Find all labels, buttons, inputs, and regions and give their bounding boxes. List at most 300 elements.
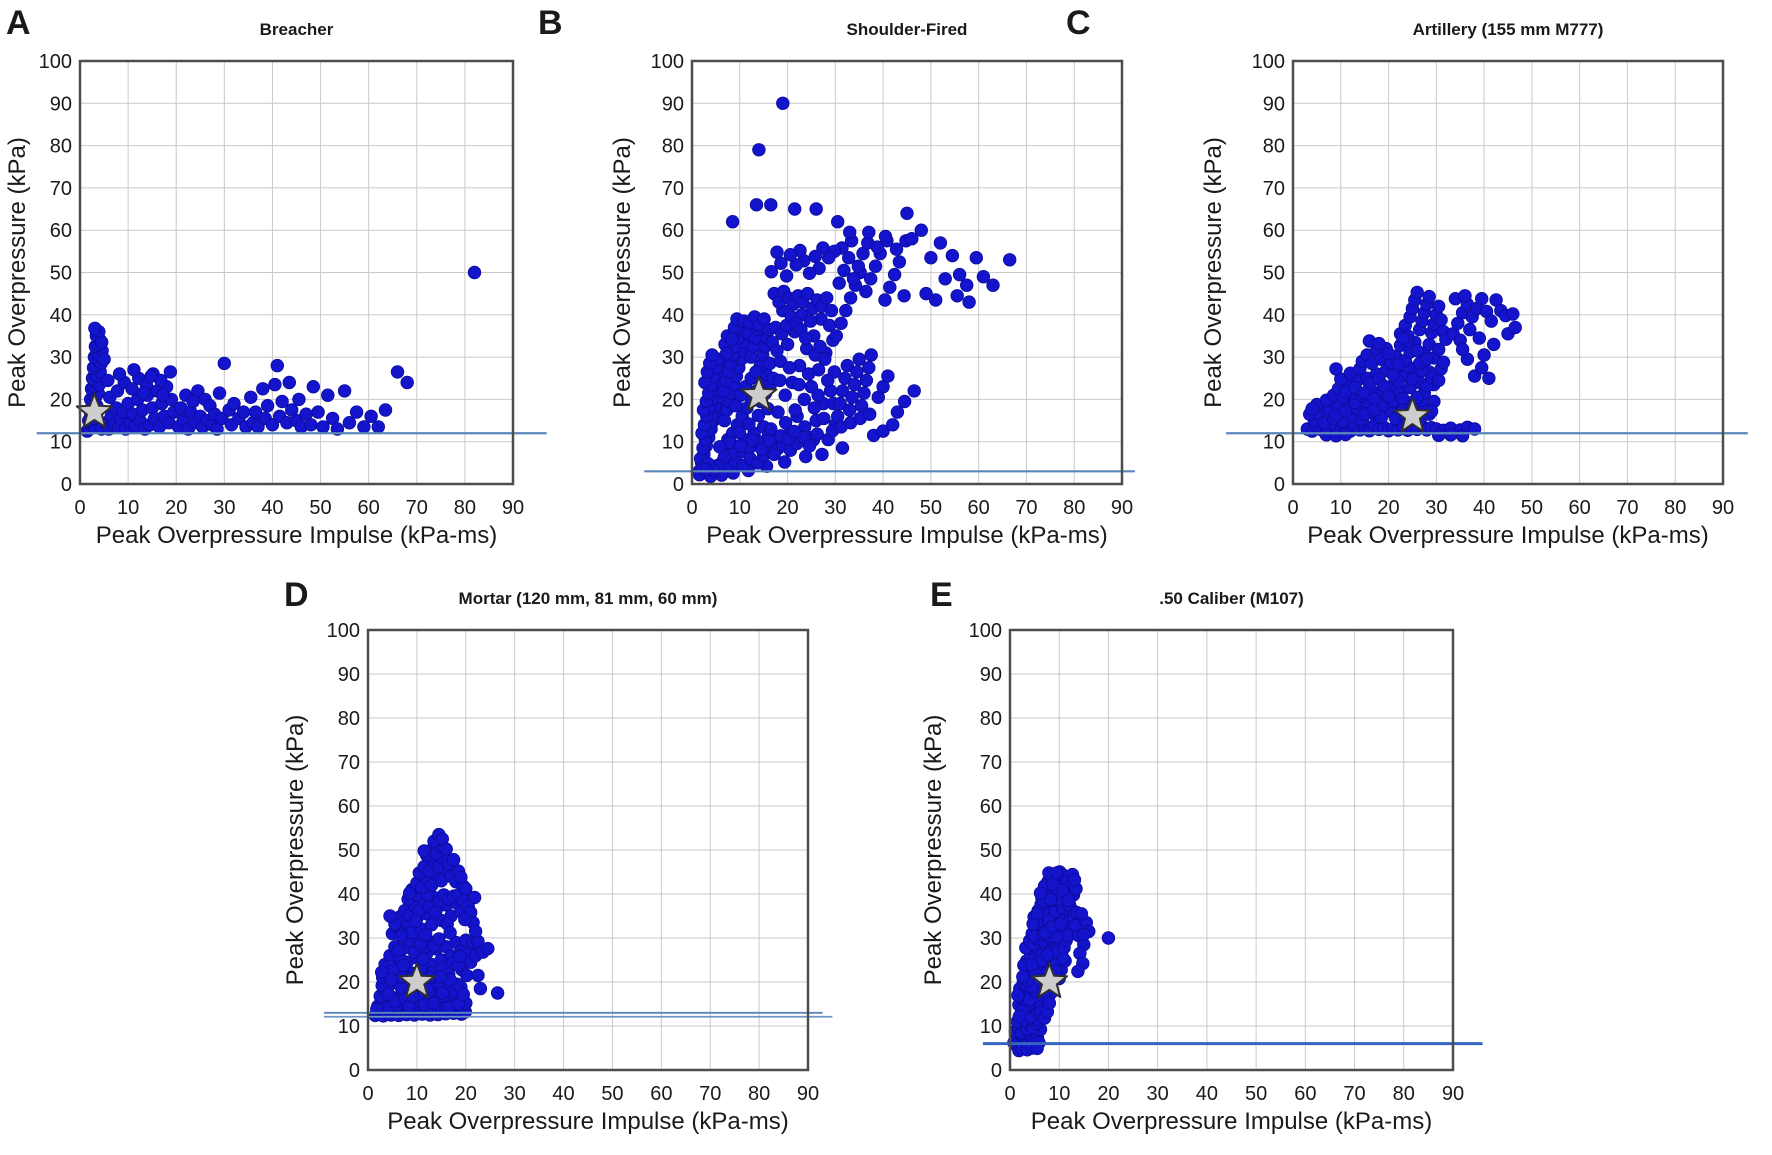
x-axis-label: Peak Overpressure Impulse (kPa-ms) [95, 522, 498, 549]
data-point [793, 378, 806, 391]
data-point [1012, 989, 1025, 1002]
data-point [960, 279, 973, 292]
data-point [1047, 970, 1060, 983]
y-tick-label: 50 [1262, 262, 1285, 285]
data-point [196, 421, 209, 434]
x-tick-label: 20 [1377, 497, 1400, 519]
data-point [1061, 875, 1074, 888]
data-point [788, 436, 801, 449]
data-point [1380, 364, 1393, 377]
data-point [455, 871, 468, 884]
data-point [695, 457, 708, 470]
data-point [1361, 395, 1374, 408]
data-point [443, 1005, 456, 1018]
data-point [809, 250, 822, 263]
data-point [1509, 321, 1522, 334]
data-point [717, 385, 730, 398]
data-point [83, 423, 96, 436]
data-point [115, 412, 128, 425]
data-point [698, 448, 711, 461]
data-point [105, 410, 118, 423]
data-point [1026, 1038, 1039, 1051]
x-tick-label: 20 [165, 497, 188, 519]
data-point [1346, 410, 1359, 423]
data-point [163, 416, 176, 429]
data-point [1046, 952, 1059, 965]
data-point [703, 357, 716, 370]
data-point [187, 395, 200, 408]
data-point [829, 419, 842, 432]
data-point [1019, 971, 1032, 984]
data-point [1049, 906, 1062, 919]
data-point [416, 923, 429, 936]
y-tick-label: 100 [968, 620, 1002, 642]
data-point [428, 940, 441, 953]
y-tick-label: 10 [49, 431, 72, 454]
data-point [1030, 1017, 1043, 1030]
data-point [84, 393, 97, 406]
data-point [435, 875, 448, 888]
data-point [1018, 1013, 1031, 1026]
data-point [1031, 994, 1044, 1007]
data-point [1378, 398, 1391, 411]
x-tick-label: 60 [967, 497, 990, 519]
x-axis-label: Peak Overpressure Impulse (kPa-ms) [1030, 1108, 1433, 1135]
data-point [712, 459, 725, 472]
data-point [1416, 420, 1429, 433]
data-point [742, 464, 755, 477]
data-point [276, 395, 289, 408]
y-tick-label: 80 [1262, 135, 1285, 158]
data-point [1392, 375, 1405, 388]
data-point [398, 941, 411, 954]
data-point [1057, 914, 1070, 927]
data-point [817, 397, 830, 410]
data-point [84, 410, 97, 423]
data-point [407, 990, 420, 1003]
data-point [1325, 425, 1338, 438]
data-point [1068, 874, 1081, 887]
data-point [1437, 325, 1450, 338]
data-point [867, 429, 880, 442]
data-point [772, 406, 785, 419]
data-point [124, 416, 137, 429]
data-point [726, 427, 739, 440]
data-point [934, 237, 947, 250]
data-point [1342, 378, 1355, 391]
data-point [446, 957, 459, 970]
data-point [1401, 330, 1414, 343]
data-point [953, 268, 966, 281]
y-tick-label: 50 [49, 262, 72, 285]
data-point [87, 361, 100, 374]
data-point [854, 412, 867, 425]
data-point [1020, 1036, 1033, 1049]
data-point [400, 1008, 413, 1021]
data-point [920, 287, 933, 300]
data-point [408, 977, 421, 990]
x-axis-label: Peak Overpressure Impulse (kPa-ms) [1307, 522, 1709, 549]
x-axis-label: Peak Overpressure Impulse (kPa-ms) [706, 522, 1108, 549]
data-point [1428, 395, 1441, 408]
data-point [419, 928, 432, 941]
data-point [1349, 420, 1362, 433]
data-point [1029, 968, 1042, 981]
data-point [82, 414, 95, 427]
data-point [727, 467, 740, 480]
data-point [1320, 429, 1333, 442]
y-tick-label: 60 [979, 796, 1002, 818]
x-tick-label: 80 [453, 497, 477, 519]
data-point [425, 844, 438, 857]
data-point [719, 444, 732, 457]
data-point [384, 978, 397, 991]
data-point [879, 230, 892, 243]
data-point [1475, 292, 1488, 305]
data-point [1051, 888, 1064, 901]
data-point [823, 319, 836, 332]
data-point [1366, 407, 1379, 420]
y-tick-label: 70 [337, 752, 360, 774]
data-point [1012, 1022, 1025, 1035]
data-point [1031, 1032, 1044, 1045]
data-point [862, 237, 875, 250]
data-point [893, 256, 906, 269]
data-point [702, 387, 715, 400]
data-point [743, 442, 756, 455]
data-point [1057, 869, 1070, 882]
data-point [1033, 988, 1046, 1001]
data-point [713, 383, 726, 396]
data-point [403, 887, 416, 900]
data-point [777, 97, 790, 110]
data-point [1418, 387, 1431, 400]
data-point [418, 845, 431, 858]
data-point [855, 399, 868, 412]
data-point [157, 389, 170, 402]
data-point [745, 372, 758, 385]
panel-letter: D [284, 576, 309, 614]
data-point [1487, 338, 1500, 351]
data-point [259, 412, 272, 425]
data-point [271, 359, 284, 372]
data-point [1423, 366, 1436, 379]
data-point [1373, 423, 1386, 436]
data-point [1026, 1042, 1039, 1055]
data-point [338, 385, 351, 398]
data-point [420, 992, 433, 1005]
data-point [1026, 927, 1039, 940]
data-point [772, 442, 785, 455]
data-point [474, 982, 487, 995]
data-point [1373, 373, 1386, 386]
data-point [406, 926, 419, 939]
data-point [233, 412, 246, 425]
data-point [844, 416, 857, 429]
data-point [1018, 1015, 1031, 1028]
y-tick-label: 70 [49, 177, 72, 200]
data-point [879, 294, 892, 307]
data-point [144, 419, 157, 432]
data-point [790, 259, 803, 272]
data-point [428, 997, 441, 1010]
data-point [1425, 371, 1438, 384]
data-point [756, 349, 769, 362]
data-point [1378, 380, 1391, 393]
data-point [1075, 908, 1088, 921]
data-point [738, 315, 751, 328]
data-point [1473, 332, 1486, 345]
data-point [1475, 361, 1488, 374]
data-point [890, 243, 903, 256]
data-point [281, 416, 294, 429]
data-point [168, 406, 181, 419]
data-point [799, 332, 812, 345]
data-point [102, 374, 115, 387]
data-point [482, 942, 495, 955]
data-point [793, 359, 806, 372]
data-point [1035, 996, 1048, 1009]
data-point [331, 423, 344, 436]
y-tick-label: 40 [979, 884, 1002, 906]
data-point [467, 916, 480, 929]
data-point [884, 281, 897, 294]
data-point [745, 393, 758, 406]
y-tick-label: 10 [337, 1016, 360, 1038]
plot-border [80, 61, 513, 484]
data-point [1020, 955, 1033, 968]
data-point [1037, 928, 1050, 941]
data-point [702, 425, 715, 438]
data-point [1382, 390, 1395, 403]
data-point [439, 1007, 452, 1020]
data-point [853, 353, 866, 366]
data-point [410, 915, 423, 928]
data-point [840, 304, 853, 317]
data-point [1013, 1044, 1026, 1057]
data-point [421, 888, 434, 901]
data-point [252, 421, 265, 434]
y-axis-label: Peak Overpressure (kPa) [920, 714, 947, 986]
data-point [929, 294, 942, 307]
data-point [1029, 930, 1042, 943]
data-point [718, 451, 731, 464]
data-point [767, 372, 780, 385]
data-point [712, 397, 725, 410]
data-point [1032, 1014, 1045, 1027]
data-point [812, 389, 825, 402]
y-axis-label: Peak Overpressure (kPa) [282, 714, 309, 986]
data-point [1409, 336, 1422, 349]
data-point [825, 304, 838, 317]
data-point [1363, 377, 1376, 390]
data-point [1010, 1039, 1023, 1052]
data-point [839, 372, 852, 385]
x-tick-label: 80 [747, 1083, 771, 1105]
data-point [91, 370, 104, 383]
data-point [1454, 424, 1467, 437]
data-point [1327, 389, 1340, 402]
data-point [393, 1009, 406, 1022]
data-point [779, 416, 792, 429]
data-point [90, 330, 103, 343]
data-point [1361, 372, 1374, 385]
x-tick-label: 60 [1568, 497, 1591, 519]
data-point [846, 391, 859, 404]
data-point [768, 287, 781, 300]
data-point [713, 368, 726, 381]
data-point [1401, 424, 1414, 437]
data-point [822, 251, 835, 264]
data-point [312, 406, 325, 419]
data-point [1389, 412, 1402, 425]
data-point [741, 402, 754, 415]
data-point [762, 429, 775, 442]
data-point [1349, 397, 1362, 410]
x-tick-label: 80 [1063, 497, 1086, 519]
data-point [775, 257, 788, 270]
data-point [743, 418, 756, 431]
data-point [184, 406, 197, 419]
data-point [371, 1003, 384, 1016]
data-point [1083, 925, 1096, 938]
data-point [1413, 323, 1426, 336]
data-point [1330, 419, 1343, 432]
data-point [1404, 397, 1417, 410]
data-point [782, 292, 795, 305]
data-point [376, 971, 389, 984]
x-tick-label: 60 [650, 1083, 673, 1105]
data-point [403, 934, 416, 947]
data-point [1039, 985, 1052, 998]
data-point [425, 958, 438, 971]
data-point [710, 406, 723, 419]
data-point [1363, 424, 1376, 437]
data-point [199, 393, 212, 406]
data-point [788, 325, 801, 338]
data-point [1421, 298, 1434, 311]
data-point [182, 423, 195, 436]
panel-letter: A [6, 4, 31, 42]
data-point [266, 419, 279, 432]
data-point [1042, 875, 1055, 888]
data-point [1370, 401, 1383, 414]
data-point [737, 345, 750, 358]
data-point [806, 302, 819, 315]
data-point [358, 421, 371, 434]
data-point [1358, 408, 1371, 421]
data-point [160, 380, 173, 393]
data-point [372, 1000, 385, 1013]
data-point [818, 412, 831, 425]
mean-star-marker [1032, 964, 1067, 998]
x-tick-label: 80 [1392, 1083, 1415, 1105]
data-point [1392, 424, 1405, 437]
data-point [1406, 302, 1419, 315]
data-point [761, 332, 774, 345]
x-tick-label: 10 [405, 1083, 429, 1105]
data-point [1080, 916, 1093, 929]
data-point [1351, 402, 1364, 415]
data-point [826, 424, 839, 437]
data-point [784, 248, 797, 261]
data-point [1461, 298, 1474, 311]
data-point [211, 423, 224, 436]
data-point [1058, 924, 1071, 937]
data-point [863, 226, 876, 239]
data-point [420, 872, 433, 885]
data-point [888, 268, 901, 281]
data-point [813, 262, 826, 275]
mean-star-marker [77, 394, 112, 428]
x-tick-label: 0 [686, 497, 698, 519]
data-point [1011, 1033, 1024, 1046]
data-point [749, 332, 762, 345]
panel-title: Artillery (155 mm M777) [1412, 20, 1604, 39]
data-point [1028, 985, 1041, 998]
data-point [748, 311, 761, 324]
data-point [1490, 294, 1503, 307]
data-point [729, 455, 742, 468]
data-point [401, 956, 414, 969]
data-point [1054, 918, 1067, 931]
data-point [1344, 367, 1357, 380]
data-point [777, 285, 790, 298]
y-tick-label: 60 [1262, 220, 1285, 243]
data-point [835, 421, 848, 434]
data-point [780, 270, 793, 283]
data-point [706, 349, 719, 362]
data-point [1354, 424, 1367, 437]
data-point [874, 247, 887, 260]
data-point [710, 376, 723, 389]
data-point [90, 376, 103, 389]
data-point [1051, 931, 1064, 944]
data-point [93, 325, 106, 338]
data-point [1394, 328, 1407, 341]
data-point [1471, 302, 1484, 315]
data-point [1063, 915, 1076, 928]
data-point [1036, 948, 1049, 961]
data-point [946, 249, 959, 262]
x-tick-label: 30 [824, 497, 847, 519]
data-point [784, 444, 797, 457]
y-tick-label: 30 [49, 347, 72, 370]
data-point [788, 425, 801, 438]
data-point [1038, 916, 1051, 929]
data-point [1399, 319, 1412, 332]
data-point [153, 421, 166, 434]
data-point [844, 292, 857, 305]
y-tick-label: 30 [661, 347, 684, 370]
x-tick-label: 0 [362, 1083, 374, 1105]
data-point [1373, 337, 1386, 350]
x-tick-label: 90 [1441, 1083, 1465, 1105]
data-point [1037, 990, 1050, 1003]
scatter-points [1301, 286, 1521, 442]
data-point [92, 387, 105, 400]
data-point [827, 397, 840, 410]
y-tick-label: 0 [672, 474, 684, 496]
data-point [1030, 921, 1043, 934]
data-point [147, 368, 160, 381]
y-tick-label: 10 [979, 1016, 1002, 1038]
data-point [1059, 955, 1072, 968]
panel-letter: E [930, 576, 953, 614]
data-point [724, 450, 737, 463]
x-tick-label: 90 [796, 1083, 820, 1105]
y-tick-label: 60 [661, 220, 684, 243]
